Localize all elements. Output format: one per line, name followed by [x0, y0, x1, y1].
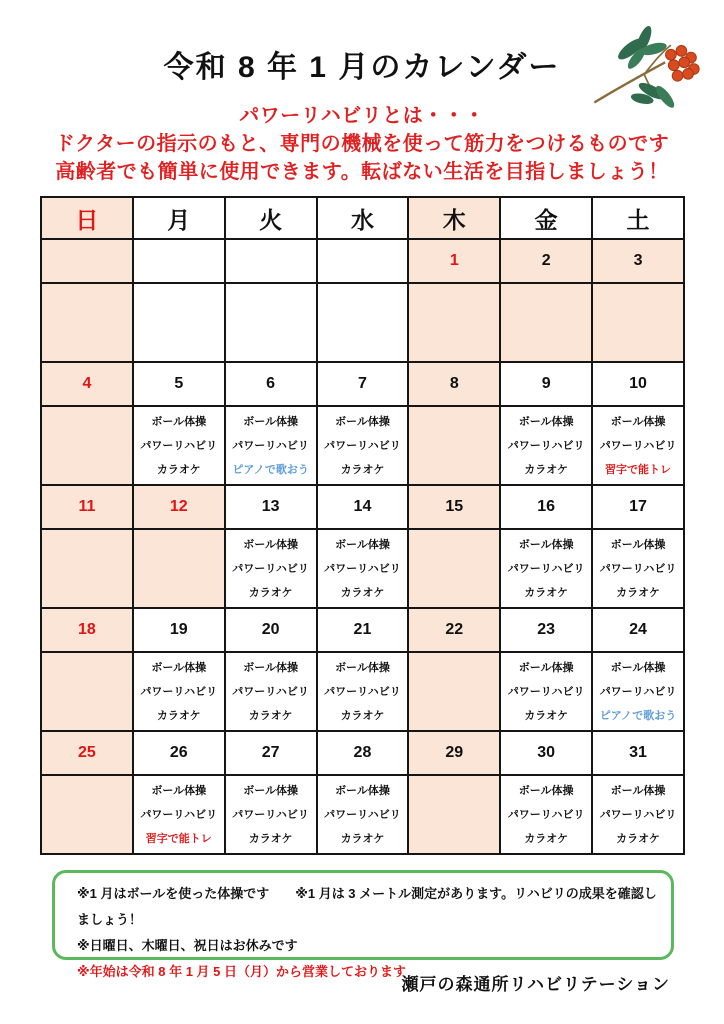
activity-cell	[133, 283, 225, 362]
activity-line: ボール体操	[243, 784, 298, 797]
intro-line-1: パワーリハビリとは・・・	[239, 105, 485, 127]
activity-line: パワーリハビリ	[599, 685, 677, 698]
activity-line: ボール体操	[243, 661, 298, 674]
date-cell-4: 4	[41, 362, 133, 406]
activity-line: ピアノで歌おう	[232, 463, 309, 476]
weekday-header-4: 木	[408, 197, 500, 239]
activity-line: パワーリハビリ	[324, 685, 401, 698]
activity-line: ボール体操	[335, 538, 390, 551]
activity-line: ボール体操	[518, 661, 574, 674]
activity-line: カラオケ	[340, 709, 385, 722]
activity-line: カラオケ	[524, 832, 569, 845]
date-cell-22: 22	[408, 608, 500, 652]
activity-cell	[133, 529, 225, 608]
date-cell-21: 21	[317, 608, 409, 652]
activity-line: パワーリハビリ	[599, 808, 677, 821]
note-line-1: ※1 月はボールを使った体操です ※1 月は 3 メートル測定があります。リハビリの成果を確認しましょう！	[77, 886, 657, 927]
activity-line: カラオケ	[340, 832, 385, 845]
weekday-header-row	[41, 197, 684, 239]
date-cell-23: 23	[500, 608, 592, 652]
activity-line: ボール体操	[335, 784, 390, 797]
date-cell-11: 11	[41, 485, 133, 529]
activity-cell	[41, 406, 133, 485]
week-3-activity-row	[41, 529, 684, 608]
berry-branch-icon	[588, 26, 704, 114]
activity-line: カラオケ	[524, 463, 569, 476]
activity-cell	[317, 529, 409, 608]
activity-line: パワーリハビリ	[232, 439, 309, 452]
date-cell-25: 25	[41, 731, 133, 775]
weekday-header-1: 月	[133, 197, 225, 239]
calendar-table	[40, 196, 685, 855]
week-5-activity-row	[41, 775, 684, 854]
activity-line: ボール体操	[243, 415, 298, 428]
activity-cell	[41, 529, 133, 608]
date-cell-15: 15	[408, 485, 500, 529]
week-2-date-row	[41, 362, 684, 406]
activity-line: パワーリハビリ	[232, 685, 309, 698]
activity-cell	[592, 775, 684, 854]
activity-cell	[41, 652, 133, 731]
activity-cell	[500, 529, 592, 608]
activity-cell	[592, 529, 684, 608]
date-cell-13: 13	[225, 485, 317, 529]
activity-line: パワーリハビリ	[140, 808, 218, 821]
intro-line-2: ドクターの指示のもと、専門の機械を使って筋力をつけるものです	[54, 133, 670, 155]
activity-line: ボール体操	[610, 415, 666, 428]
date-cell-empty	[317, 239, 409, 283]
date-cell-5: 5	[133, 362, 225, 406]
activity-line: パワーリハビリ	[324, 439, 401, 452]
activity-line: カラオケ	[616, 586, 660, 599]
activity-line: ボール体操	[151, 661, 207, 674]
activity-cell	[317, 652, 409, 731]
activity-line: カラオケ	[340, 463, 385, 476]
date-cell-20: 20	[225, 608, 317, 652]
weekday-header-6: 土	[592, 197, 684, 239]
intro-line-3: 高齢者でも簡単に使用できます。転ばない生活を目指しましょう！	[55, 161, 669, 183]
activity-line: ボール体操	[518, 538, 574, 551]
date-cell-31: 31	[592, 731, 684, 775]
activity-line: ボール体操	[610, 538, 666, 551]
note-line-3: ※年始は令和 8 年 1 月 5 日（月）から営業しております	[77, 964, 406, 979]
activity-cell	[133, 775, 225, 854]
activity-line: カラオケ	[248, 832, 293, 845]
activity-cell	[408, 283, 500, 362]
activity-cell	[225, 529, 317, 608]
date-cell-1: 1	[408, 239, 500, 283]
activity-line: パワーリハビリ	[140, 685, 218, 698]
date-cell-12: 12	[133, 485, 225, 529]
activity-cell	[408, 775, 500, 854]
activity-line: パワーリハビリ	[232, 808, 309, 821]
activity-line: カラオケ	[524, 709, 569, 722]
activity-line: パワーリハビリ	[232, 562, 309, 575]
activity-cell	[592, 652, 684, 731]
activity-line: カラオケ	[156, 463, 201, 476]
activity-line: パワーリハビリ	[599, 439, 677, 452]
activity-line: パワーリハビリ	[507, 808, 585, 821]
activity-line: ピアノで歌おう	[599, 709, 677, 722]
activity-cell	[500, 283, 592, 362]
date-cell-10: 10	[592, 362, 684, 406]
date-cell-28: 28	[317, 731, 409, 775]
activity-cell	[317, 406, 409, 485]
activity-line: ボール体操	[518, 784, 574, 797]
facility-name: 瀬戸の森通所リハビリテーション	[401, 975, 670, 994]
activity-line: 習字で能トレ	[605, 463, 672, 476]
date-cell-16: 16	[500, 485, 592, 529]
date-cell-17: 17	[592, 485, 684, 529]
activity-line: カラオケ	[248, 586, 293, 599]
date-cell-19: 19	[133, 608, 225, 652]
page-title: 令和 8 年 1 月のカレンダー	[163, 51, 561, 84]
week-1-date-row	[41, 239, 684, 283]
date-cell-9: 9	[500, 362, 592, 406]
activity-line: パワーリハビリ	[324, 808, 401, 821]
activity-cell	[225, 652, 317, 731]
activity-cell	[133, 406, 225, 485]
activity-cell	[408, 652, 500, 731]
week-2-activity-row	[41, 406, 684, 485]
notes-box	[52, 870, 674, 979]
activity-cell	[500, 406, 592, 485]
activity-line: カラオケ	[156, 709, 201, 722]
week-3-date-row	[41, 485, 684, 529]
activity-line: カラオケ	[616, 832, 660, 845]
date-cell-30: 30	[500, 731, 592, 775]
intro-text-block	[0, 102, 724, 186]
date-cell-18: 18	[41, 608, 133, 652]
date-cell-8: 8	[408, 362, 500, 406]
date-cell-29: 29	[408, 731, 500, 775]
week-1-activity-row	[41, 283, 684, 362]
week-4-activity-row	[41, 652, 684, 731]
activity-cell	[225, 283, 317, 362]
activity-line: パワーリハビリ	[507, 439, 585, 452]
note-line-2: ※日曜日、木曜日、祝日はお休みです	[77, 938, 298, 953]
weekday-header-2: 火	[225, 197, 317, 239]
date-cell-empty	[133, 239, 225, 283]
date-cell-3: 3	[592, 239, 684, 283]
activity-line: ボール体操	[610, 661, 666, 674]
activity-cell	[41, 283, 133, 362]
date-cell-empty	[225, 239, 317, 283]
activity-line: カラオケ	[524, 586, 569, 599]
activity-cell	[317, 283, 409, 362]
activity-cell	[225, 406, 317, 485]
activity-cell	[225, 775, 317, 854]
activity-cell	[41, 775, 133, 854]
activity-cell	[317, 775, 409, 854]
date-cell-6: 6	[225, 362, 317, 406]
activity-line: パワーリハビリ	[324, 562, 401, 575]
activity-line: パワーリハビリ	[140, 439, 218, 452]
activity-cell	[408, 529, 500, 608]
activity-line: パワーリハビリ	[599, 562, 677, 575]
date-cell-27: 27	[225, 731, 317, 775]
week-4-date-row	[41, 608, 684, 652]
activity-line: ボール体操	[151, 784, 207, 797]
activity-line: 習字で能トレ	[145, 832, 212, 845]
activity-line: ボール体操	[151, 415, 207, 428]
date-cell-26: 26	[133, 731, 225, 775]
activity-line: パワーリハビリ	[507, 562, 585, 575]
date-cell-24: 24	[592, 608, 684, 652]
date-cell-7: 7	[317, 362, 409, 406]
activity-line: カラオケ	[248, 709, 293, 722]
activity-line: ボール体操	[335, 415, 390, 428]
activity-line: ボール体操	[243, 538, 298, 551]
weekday-header-3: 水	[317, 197, 409, 239]
activity-line: ボール体操	[518, 415, 574, 428]
activity-cell	[500, 652, 592, 731]
date-cell-2: 2	[500, 239, 592, 283]
date-cell-empty	[41, 239, 133, 283]
weekday-header-0: 日	[41, 197, 133, 239]
date-cell-14: 14	[317, 485, 409, 529]
activity-cell	[133, 652, 225, 731]
activity-line: カラオケ	[340, 586, 385, 599]
week-5-date-row	[41, 731, 684, 775]
activity-cell	[592, 283, 684, 362]
activity-line: ボール体操	[335, 661, 390, 674]
activity-cell	[500, 775, 592, 854]
activity-line: ボール体操	[610, 784, 666, 797]
activity-cell	[592, 406, 684, 485]
activity-line: パワーリハビリ	[507, 685, 585, 698]
activity-cell	[408, 406, 500, 485]
weekday-header-5: 金	[500, 197, 592, 239]
